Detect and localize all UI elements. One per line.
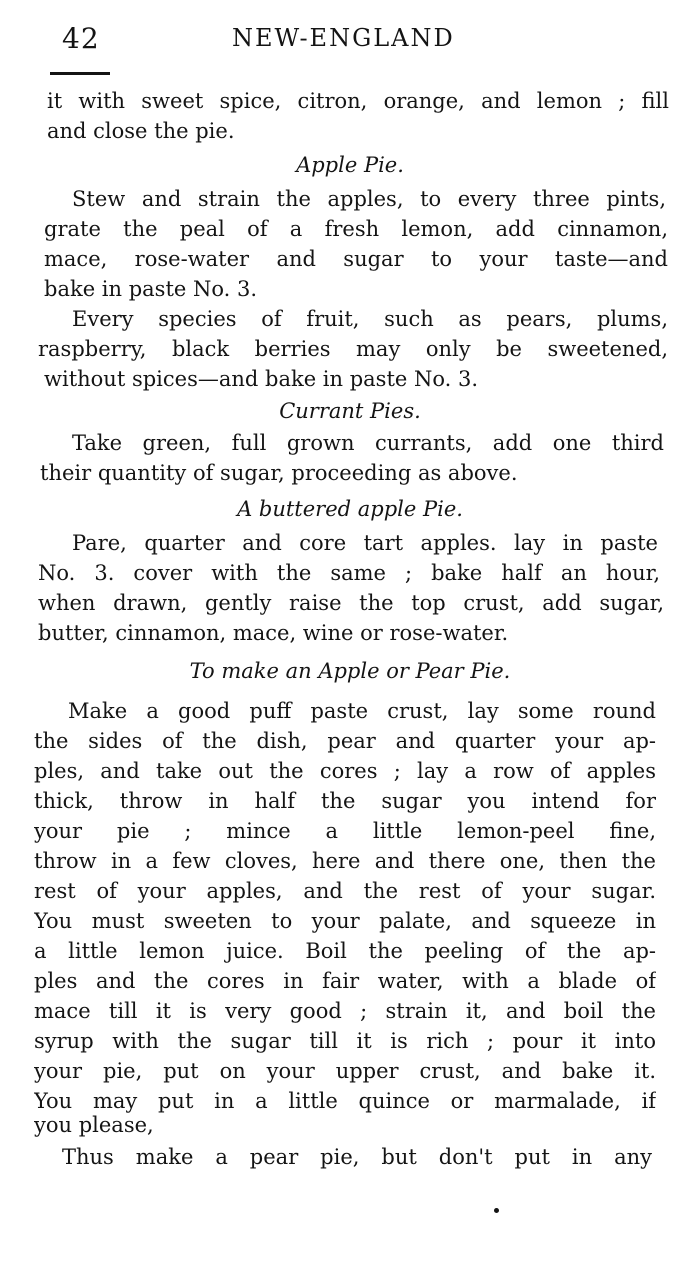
text-line: Stew and strain the apples, to every three pints, [72, 187, 666, 211]
text-line: You must sweeten to your palate, and squeeze in [34, 909, 656, 933]
header-rule [50, 72, 110, 75]
text-line: when drawn, gently raise the top crust, add sugar, [38, 591, 664, 615]
text-line: without spices—and bake in paste No. 3. [44, 367, 479, 391]
text-line: throw in a few cloves, here and there one, then the [34, 849, 656, 873]
text-line: their quantity of sugar, proceeding as above. [40, 461, 518, 485]
text-line: your pie ; mince a little lemon-peel fine, [34, 819, 656, 843]
page-number: 42 [62, 22, 100, 55]
text-line: thick, throw in half the sugar you intend for [34, 789, 656, 813]
text-line: You may put in a little quince or marmalade, if [34, 1089, 656, 1113]
page-header [0, 20, 700, 60]
text-line: grate the peal of a fresh lemon, add cinnamon, [44, 217, 668, 241]
text-line: Pare, quarter and core tart apples. lay in paste [72, 531, 658, 555]
text-line: ples, and take out the cores ; lay a row of apples [34, 759, 656, 783]
text-line: you please, [34, 1113, 154, 1137]
text-line: syrup with the sugar till it is rich ; pour it into [34, 1029, 656, 1053]
text-line: butter, cinnamon, mace, wine or rose-water. [38, 621, 509, 645]
text-line: rest of your apples, and the rest of your sugar. [34, 879, 656, 903]
text-line: bake in paste No. 3. [44, 277, 258, 301]
section-heading-currant-pies: Currant Pies. [279, 399, 421, 423]
section-heading-apple-pie: Apple Pie. [296, 153, 404, 177]
text-line: mace till it is very good ; strain it, and boil the [34, 999, 656, 1023]
text-line: a little lemon juice. Boil the peeling of the ap- [34, 939, 656, 963]
text-line: it with sweet spice, citron, orange, and lemon ; fill [47, 89, 669, 113]
text-line: raspberry, black berries may only be sweetened, [38, 337, 668, 361]
text-line: Take green, full grown currants, add one third [72, 431, 664, 455]
section-heading-buttered-apple-pie: A buttered apple Pie. [237, 497, 463, 521]
text-line: ples and the cores in fair water, with a blade of [34, 969, 656, 993]
ink-speck [494, 1208, 499, 1213]
text-line: Thus make a pear pie, but don't put in any [62, 1145, 652, 1169]
running-head: NEW-ENGLAND [232, 24, 455, 52]
text-line: your pie, put on your upper crust, and bake it. [34, 1059, 656, 1083]
text-line: No. 3. cover with the same ; bake half an hour, [38, 561, 660, 585]
text-line: and close the pie. [47, 119, 235, 143]
text-line: Every species of fruit, such as pears, plums, [72, 307, 668, 331]
text-line: Make a good puff paste crust, lay some round [68, 699, 656, 723]
section-heading-apple-or-pear-pie: To make an Apple or Pear Pie. [189, 659, 511, 683]
text-line: mace, rose-water and sugar to your taste—and [44, 247, 668, 271]
text-line: the sides of the dish, pear and quarter your ap- [34, 729, 656, 753]
